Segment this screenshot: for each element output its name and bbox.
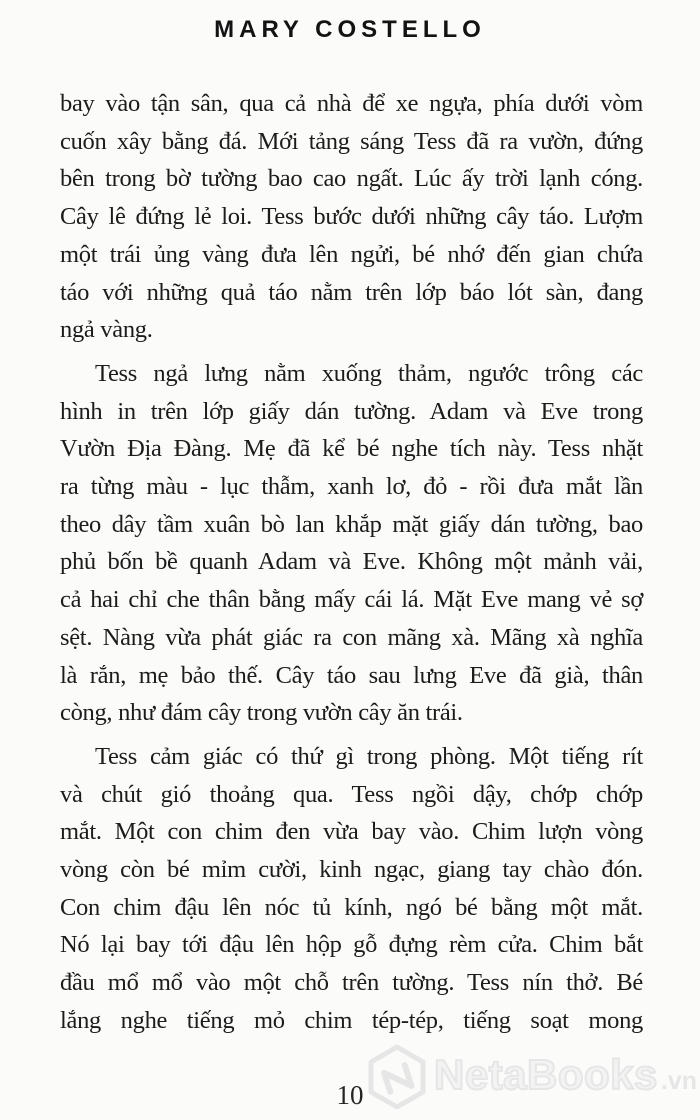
- text-line: mắt. Một con chim đen vừa bay vào. Chim lượn vòng: [60, 818, 643, 846]
- text-line: vòng còn bé mỉm cười, kinh ngạc, giang tay chào đón.: [60, 856, 643, 884]
- text-line: lắng nghe tiếng mỏ chim tép-tép, tiếng soạt mong: [60, 1006, 643, 1034]
- text-line: Tess cảm giác có thứ gì trong phòng. Một tiếng rít: [95, 742, 643, 770]
- text-line: bên trong bờ tường bao cao ngất. Lúc ấy trời lạnh cóng.: [60, 165, 643, 193]
- text-line: còng, như đám cây trong vườn cây ăn trái.: [60, 699, 463, 727]
- text-line: phủ bốn bề quanh Adam và Eve. Không một mảnh vải,: [60, 548, 643, 576]
- text-line: là rắn, mẹ bảo thế. Cây táo sau lưng Eve đã già, thân: [60, 661, 643, 689]
- paragraph: [60, 355, 643, 732]
- watermark-tld: .vn: [660, 1066, 698, 1095]
- watermark-brand: NetaBooks: [434, 1051, 658, 1098]
- text-line: một trái ủng vàng đưa lên ngửi, bé nhớ đến gian chứa: [60, 240, 643, 268]
- text-line: Nó lại bay tới đậu lên hộp gỗ đựng rèm cửa. Chim bắt: [60, 931, 643, 959]
- text-line: cuốn xây bằng đá. Mới tảng sáng Tess đã ra vườn, đứng: [60, 127, 643, 155]
- text-line: Vườn Địa Đàng. Mẹ đã kể bé nghe tích này. Tess nhặt: [60, 435, 643, 463]
- body-text: [60, 85, 643, 1040]
- text-line: bay vào tận sân, qua cả nhà để xe ngựa, phía dưới vòm: [60, 90, 643, 117]
- paragraph: [60, 85, 643, 349]
- text-line: đầu mổ mổ vào một chỗ trên tường. Tess nín thở. Bé: [60, 969, 643, 997]
- text-line: ra từng màu - lục thẫm, xanh lơ, đỏ - rồi đưa mắt lần: [60, 473, 643, 501]
- page-number: 10: [336, 1080, 364, 1110]
- text-line: Tess ngả lưng nằm xuống thảm, ngước trông các: [95, 359, 643, 387]
- text-line: và chút gió thoảng qua. Tess ngồi dậy, chớp chớp: [60, 780, 643, 808]
- text-line: Con chim đậu lên nóc tủ kính, ngó bé bằng một mắt.: [60, 893, 643, 921]
- text-line: táo với những quả táo nằm trên lớp báo lót sàn, đang: [60, 278, 643, 306]
- text-line: theo dây tầm xuân bò lan khắp mặt giấy dán tường, bao: [60, 510, 643, 538]
- text-line: sệt. Nàng vừa phát giác ra con mãng xà. Mãng xà nghĩa: [60, 623, 643, 651]
- paragraph: [60, 738, 643, 1040]
- text-line: hình in trên lớp giấy dán tường. Adam và Eve trong: [60, 397, 643, 425]
- text-line: cả hai chỉ che thân bằng mấy cái lá. Mặt Eve mang vẻ sợ: [60, 586, 643, 614]
- text-line: ngả vàng.: [60, 316, 153, 344]
- author-header: MARY COSTELLO: [214, 15, 486, 44]
- text-line: Cây lê đứng lẻ loi. Tess bước dưới những cây táo. Lượm: [60, 203, 643, 231]
